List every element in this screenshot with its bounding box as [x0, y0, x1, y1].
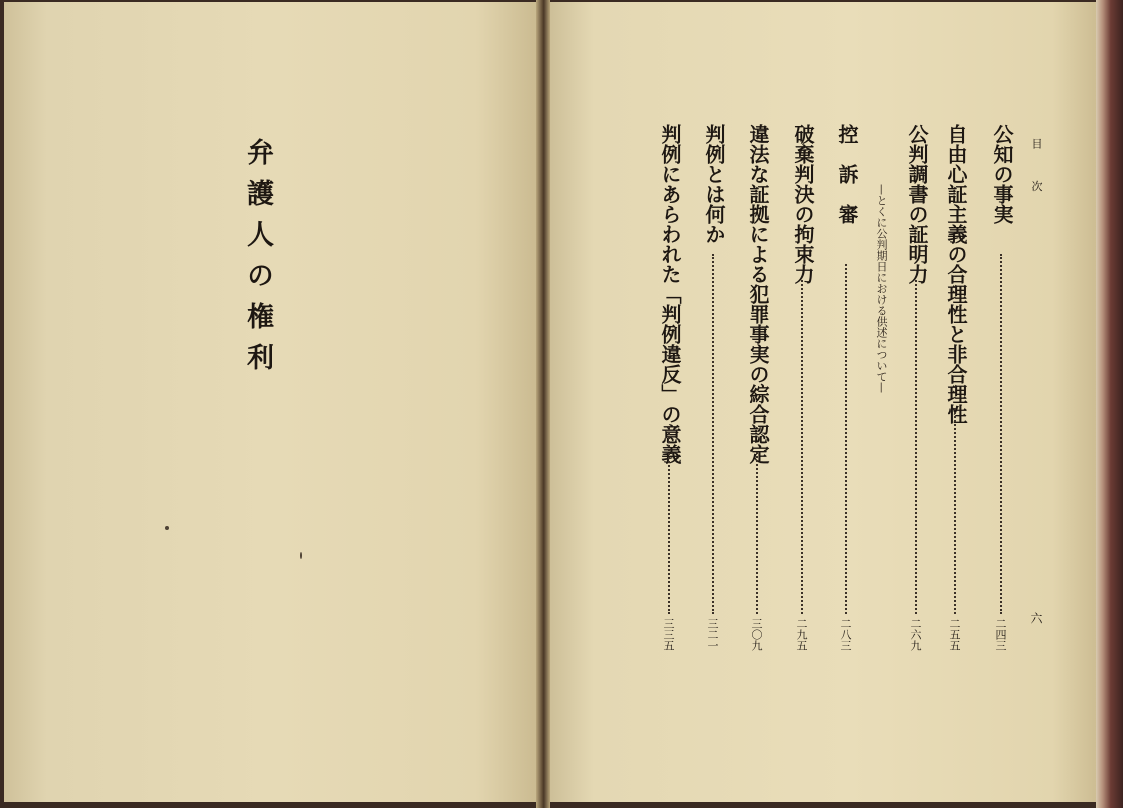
part-title: 弁護人の権利 — [242, 138, 273, 384]
toc-entry[interactable] — [988, 124, 1018, 664]
toc-entry[interactable] — [744, 124, 774, 664]
toc-entry-title: 判例とは何か — [702, 124, 726, 244]
dot-leader — [801, 280, 803, 614]
toc-entry-page: 三二一 — [706, 618, 719, 651]
paper-speck — [165, 526, 169, 530]
toc-entry-title: 破棄判決の拘束力 — [791, 124, 815, 284]
dot-leader — [1000, 254, 1002, 614]
toc-entry-subtitle: —とくに公判期日における供述について— — [875, 184, 888, 393]
dot-leader — [845, 264, 847, 614]
page-number: 六 — [1029, 612, 1043, 624]
toc-entry[interactable] — [875, 124, 933, 664]
dot-leader — [915, 280, 917, 614]
toc-entry-page: 三三五 — [662, 618, 675, 651]
toc-entry[interactable] — [656, 124, 686, 664]
toc-entry-page: 二四三 — [994, 618, 1007, 651]
dot-leader — [954, 408, 956, 614]
toc-entry-page: 二八三 — [839, 618, 852, 651]
paper-speck — [300, 552, 302, 559]
toc-entry[interactable] — [833, 124, 863, 664]
toc-entry-page: 二五五 — [948, 618, 961, 651]
toc-entry-title: 公知の事実 — [990, 124, 1014, 224]
toc-entry[interactable] — [700, 124, 730, 664]
toc-entry[interactable] — [942, 124, 972, 664]
toc-entry-title: 控 訴 審 — [835, 124, 859, 224]
toc-entry-page: 三〇九 — [750, 618, 763, 651]
running-head: 目 次 — [1030, 138, 1043, 206]
toc-entry-page: 二九五 — [795, 618, 808, 651]
book-gutter — [536, 0, 550, 808]
toc-entry-title: 違法な証拠による犯罪事実の綜合認定 — [746, 124, 770, 464]
toc-entry-title: 公判調書の証明力 — [905, 124, 929, 284]
toc-entry-title: 判例にあらわれた「判例違反」の意義 — [658, 124, 682, 464]
toc-entry-title: 自由心証主義の合理性と非合理性 — [944, 124, 968, 424]
left-page — [4, 2, 540, 802]
dot-leader — [756, 452, 758, 614]
cover-edge — [1096, 0, 1123, 808]
toc-entry-page: 二六九 — [909, 618, 922, 651]
dot-leader — [712, 254, 714, 614]
toc-entry[interactable] — [789, 124, 819, 664]
dot-leader — [668, 426, 670, 614]
